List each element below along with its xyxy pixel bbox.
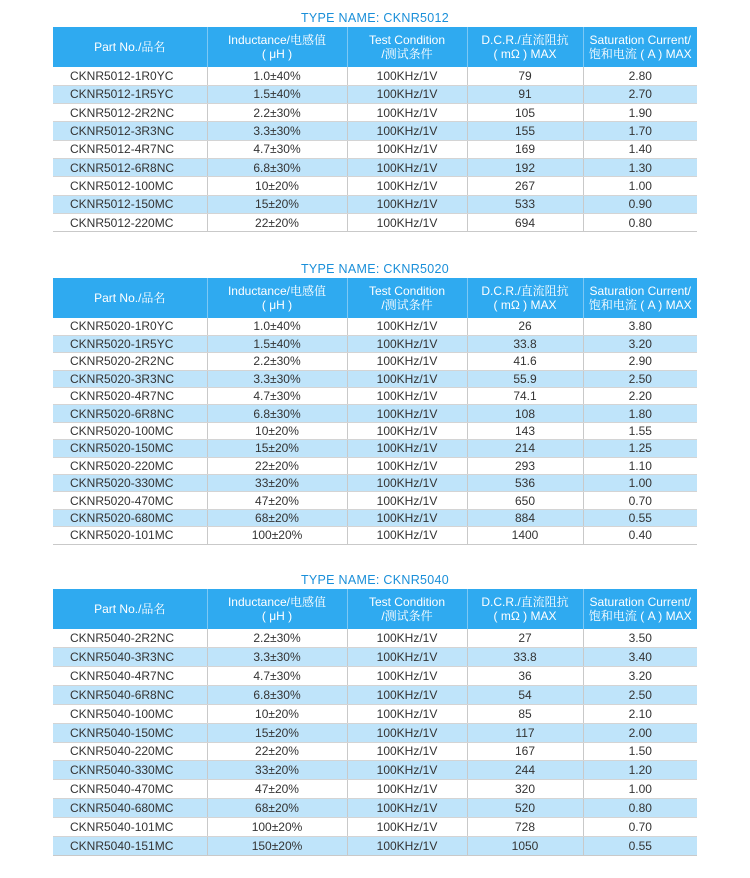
cell-dcr: 694 — [467, 213, 583, 231]
spec-section-cknr5040 — [53, 571, 697, 856]
cell-inductance: 6.8±30% — [207, 686, 347, 705]
cell-saturation-current: 0.70 — [583, 492, 697, 509]
cell-part-no: CKNR5020-6R8NC — [53, 405, 207, 422]
cell-part-no: CKNR5020-100MC — [53, 422, 207, 439]
cell-test-condition: 100KHz/1V — [347, 140, 467, 158]
cell-inductance: 100±20% — [207, 817, 347, 836]
cell-saturation-current: 2.10 — [583, 704, 697, 723]
cell-dcr: 214 — [467, 440, 583, 457]
table-row — [53, 527, 697, 544]
cell-test-condition: 100KHz/1V — [347, 475, 467, 492]
cell-test-condition: 100KHz/1V — [347, 122, 467, 140]
cell-dcr: 267 — [467, 177, 583, 195]
cell-test-condition: 100KHz/1V — [347, 799, 467, 818]
cell-test-condition: 100KHz/1V — [347, 440, 467, 457]
cell-saturation-current: 3.40 — [583, 648, 697, 667]
cell-saturation-current: 2.70 — [583, 85, 697, 103]
table-row — [53, 836, 697, 855]
cell-part-no: CKNR5012-3R3NC — [53, 122, 207, 140]
table-row — [53, 817, 697, 836]
cell-saturation-current: 1.00 — [583, 780, 697, 799]
table-row — [53, 140, 697, 158]
cell-test-condition: 100KHz/1V — [347, 457, 467, 474]
header-part-no: Part No./品名 — [53, 278, 207, 318]
cell-inductance: 68±20% — [207, 799, 347, 818]
header-inductance: Inductance/电感值 ( μH ) — [207, 589, 347, 629]
table-row — [53, 67, 697, 85]
cell-part-no: CKNR5040-150MC — [53, 723, 207, 742]
table-row — [53, 85, 697, 103]
cell-inductance: 6.8±30% — [207, 158, 347, 176]
cell-test-condition: 100KHz/1V — [347, 335, 467, 352]
table-row — [53, 213, 697, 231]
cell-inductance: 3.3±30% — [207, 370, 347, 387]
cell-test-condition: 100KHz/1V — [347, 527, 467, 544]
cell-saturation-current: 0.55 — [583, 509, 697, 526]
header-test-condition: Test Condition /测试条件 — [347, 589, 467, 629]
cell-dcr: 536 — [467, 475, 583, 492]
cell-dcr: 169 — [467, 140, 583, 158]
table-header-row — [53, 278, 697, 318]
table-row — [53, 761, 697, 780]
header-saturation-current: Saturation Current/ 饱和电流 ( A ) MAX — [588, 595, 692, 623]
cell-test-condition: 100KHz/1V — [347, 667, 467, 686]
spec-table — [53, 27, 697, 232]
table-row — [53, 353, 697, 370]
cell-saturation-current: 1.70 — [583, 122, 697, 140]
cell-test-condition: 100KHz/1V — [347, 629, 467, 648]
cell-saturation-current: 1.90 — [583, 104, 697, 122]
cell-dcr: 36 — [467, 667, 583, 686]
cell-part-no: CKNR5020-220MC — [53, 457, 207, 474]
cell-test-condition: 100KHz/1V — [347, 353, 467, 370]
cell-part-no: CKNR5020-680MC — [53, 509, 207, 526]
cell-saturation-current: 1.30 — [583, 158, 697, 176]
cell-inductance: 3.3±30% — [207, 122, 347, 140]
header-dcr: D.C.R./直流阻抗 ( mΩ ) MAX — [467, 589, 583, 629]
cell-saturation-current: 3.50 — [583, 629, 697, 648]
cell-part-no: CKNR5020-330MC — [53, 475, 207, 492]
cell-saturation-current: 1.10 — [583, 457, 697, 474]
cell-inductance: 10±20% — [207, 177, 347, 195]
cell-inductance: 3.3±30% — [207, 648, 347, 667]
cell-part-no: CKNR5020-1R5YC — [53, 335, 207, 352]
cell-dcr: 650 — [467, 492, 583, 509]
table-body — [53, 318, 697, 544]
cell-dcr: 728 — [467, 817, 583, 836]
cell-saturation-current: 3.80 — [583, 318, 697, 335]
cell-dcr: 85 — [467, 704, 583, 723]
spec-table — [53, 589, 697, 856]
spec-section-cknr5012 — [53, 9, 697, 232]
table-row — [53, 158, 697, 176]
header-inductance: Inductance/电感值 ( μH ) — [207, 27, 347, 67]
cell-dcr: 192 — [467, 158, 583, 176]
cell-test-condition: 100KHz/1V — [347, 817, 467, 836]
cell-part-no: CKNR5040-100MC — [53, 704, 207, 723]
cell-saturation-current: 1.55 — [583, 422, 697, 439]
cell-part-no: CKNR5040-151MC — [53, 836, 207, 855]
cell-test-condition: 100KHz/1V — [347, 158, 467, 176]
cell-part-no: CKNR5012-4R7NC — [53, 140, 207, 158]
table-body — [53, 629, 697, 855]
cell-dcr: 117 — [467, 723, 583, 742]
table-row — [53, 629, 697, 648]
cell-part-no: CKNR5012-6R8NC — [53, 158, 207, 176]
table-row — [53, 335, 697, 352]
cell-test-condition: 100KHz/1V — [347, 85, 467, 103]
header-saturation-current: Saturation Current/ 饱和电流 ( A ) MAX — [588, 33, 692, 61]
cell-dcr: 1050 — [467, 836, 583, 855]
cell-part-no: CKNR5012-1R5YC — [53, 85, 207, 103]
cell-inductance: 33±20% — [207, 475, 347, 492]
cell-saturation-current: 1.40 — [583, 140, 697, 158]
cell-part-no: CKNR5020-4R7NC — [53, 388, 207, 405]
cell-saturation-current: 1.20 — [583, 761, 697, 780]
cell-inductance: 10±20% — [207, 422, 347, 439]
cell-dcr: 143 — [467, 422, 583, 439]
table-row — [53, 177, 697, 195]
cell-saturation-current: 3.20 — [583, 667, 697, 686]
cell-saturation-current: 2.80 — [583, 67, 697, 85]
table-row — [53, 405, 697, 422]
cell-dcr: 26 — [467, 318, 583, 335]
cell-dcr: 884 — [467, 509, 583, 526]
cell-test-condition: 100KHz/1V — [347, 177, 467, 195]
cell-part-no: CKNR5040-470MC — [53, 780, 207, 799]
cell-dcr: 320 — [467, 780, 583, 799]
cell-saturation-current: 0.55 — [583, 836, 697, 855]
cell-inductance: 68±20% — [207, 509, 347, 526]
cell-inductance: 1.0±40% — [207, 318, 347, 335]
cell-inductance: 6.8±30% — [207, 405, 347, 422]
cell-part-no: CKNR5040-4R7NC — [53, 667, 207, 686]
cell-dcr: 54 — [467, 686, 583, 705]
cell-part-no: CKNR5040-3R3NC — [53, 648, 207, 667]
table-row — [53, 704, 697, 723]
cell-saturation-current: 1.50 — [583, 742, 697, 761]
cell-part-no: CKNR5040-101MC — [53, 817, 207, 836]
cell-saturation-current: 1.00 — [583, 475, 697, 492]
cell-part-no: CKNR5040-2R2NC — [53, 629, 207, 648]
table-row — [53, 723, 697, 742]
cell-inductance: 150±20% — [207, 836, 347, 855]
cell-dcr: 74.1 — [467, 388, 583, 405]
cell-dcr: 1400 — [467, 527, 583, 544]
cell-dcr: 79 — [467, 67, 583, 85]
cell-inductance: 47±20% — [207, 780, 347, 799]
cell-inductance: 4.7±30% — [207, 388, 347, 405]
cell-saturation-current: 2.00 — [583, 723, 697, 742]
cell-test-condition: 100KHz/1V — [347, 648, 467, 667]
cell-part-no: CKNR5012-1R0YC — [53, 67, 207, 85]
cell-inductance: 15±20% — [207, 195, 347, 213]
cell-part-no: CKNR5020-101MC — [53, 527, 207, 544]
cell-test-condition: 100KHz/1V — [347, 686, 467, 705]
cell-dcr: 244 — [467, 761, 583, 780]
cell-test-condition: 100KHz/1V — [347, 104, 467, 122]
table-row — [53, 318, 697, 335]
cell-dcr: 108 — [467, 405, 583, 422]
table-row — [53, 799, 697, 818]
table-row — [53, 195, 697, 213]
spec-section-cknr5020 — [53, 260, 697, 545]
cell-inductance: 4.7±30% — [207, 667, 347, 686]
table-row — [53, 457, 697, 474]
cell-inductance: 15±20% — [207, 723, 347, 742]
cell-test-condition: 100KHz/1V — [347, 405, 467, 422]
cell-test-condition: 100KHz/1V — [347, 195, 467, 213]
cell-test-condition: 100KHz/1V — [347, 318, 467, 335]
cell-test-condition: 100KHz/1V — [347, 370, 467, 387]
cell-part-no: CKNR5020-3R3NC — [53, 370, 207, 387]
cell-saturation-current: 2.50 — [583, 686, 697, 705]
cell-part-no: CKNR5012-220MC — [53, 213, 207, 231]
cell-saturation-current: 0.90 — [583, 195, 697, 213]
cell-inductance: 15±20% — [207, 440, 347, 457]
table-header-row — [53, 27, 697, 67]
table-row — [53, 388, 697, 405]
cell-inductance: 33±20% — [207, 761, 347, 780]
cell-part-no: CKNR5012-2R2NC — [53, 104, 207, 122]
cell-saturation-current: 2.90 — [583, 353, 697, 370]
cell-saturation-current: 1.00 — [583, 177, 697, 195]
header-test-condition: Test Condition /测试条件 — [347, 278, 467, 318]
cell-dcr: 167 — [467, 742, 583, 761]
cell-test-condition: 100KHz/1V — [347, 492, 467, 509]
cell-part-no: CKNR5012-100MC — [53, 177, 207, 195]
cell-dcr: 91 — [467, 85, 583, 103]
header-test-condition: Test Condition /测试条件 — [347, 27, 467, 67]
table-row — [53, 742, 697, 761]
cell-dcr: 33.8 — [467, 648, 583, 667]
table-row — [53, 780, 697, 799]
cell-test-condition: 100KHz/1V — [347, 67, 467, 85]
header-part-no: Part No./品名 — [53, 589, 207, 629]
cell-part-no: CKNR5020-150MC — [53, 440, 207, 457]
cell-inductance: 1.5±40% — [207, 335, 347, 352]
table-row — [53, 104, 697, 122]
table-row — [53, 122, 697, 140]
header-inductance: Inductance/电感值 ( μH ) — [207, 278, 347, 318]
cell-saturation-current: 1.80 — [583, 405, 697, 422]
table-row — [53, 440, 697, 457]
cell-inductance: 2.2±30% — [207, 353, 347, 370]
section-title: TYPE NAME: CKNR5020 — [300, 262, 450, 276]
header-part-no: Part No./品名 — [53, 27, 207, 67]
table-row — [53, 509, 697, 526]
cell-test-condition: 100KHz/1V — [347, 509, 467, 526]
cell-saturation-current: 0.80 — [583, 213, 697, 231]
cell-dcr: 105 — [467, 104, 583, 122]
cell-saturation-current: 0.40 — [583, 527, 697, 544]
table-row — [53, 667, 697, 686]
cell-dcr: 41.6 — [467, 353, 583, 370]
table-row — [53, 370, 697, 387]
cell-part-no: CKNR5020-2R2NC — [53, 353, 207, 370]
cell-part-no: CKNR5020-470MC — [53, 492, 207, 509]
cell-dcr: 155 — [467, 122, 583, 140]
cell-test-condition: 100KHz/1V — [347, 761, 467, 780]
cell-inductance: 22±20% — [207, 213, 347, 231]
table-row — [53, 648, 697, 667]
table-row — [53, 475, 697, 492]
cell-test-condition: 100KHz/1V — [347, 704, 467, 723]
cell-test-condition: 100KHz/1V — [347, 836, 467, 855]
cell-part-no: CKNR5040-330MC — [53, 761, 207, 780]
header-dcr: D.C.R./直流阻抗 ( mΩ ) MAX — [467, 278, 583, 318]
cell-saturation-current: 2.50 — [583, 370, 697, 387]
cell-saturation-current: 2.20 — [583, 388, 697, 405]
cell-saturation-current: 3.20 — [583, 335, 697, 352]
cell-inductance: 1.0±40% — [207, 67, 347, 85]
header-saturation-current: Saturation Current/ 饱和电流 ( A ) MAX — [588, 284, 692, 312]
cell-dcr: 55.9 — [467, 370, 583, 387]
cell-inductance: 22±20% — [207, 742, 347, 761]
cell-dcr: 293 — [467, 457, 583, 474]
cell-part-no: CKNR5040-220MC — [53, 742, 207, 761]
cell-test-condition: 100KHz/1V — [347, 742, 467, 761]
cell-dcr: 27 — [467, 629, 583, 648]
spec-table — [53, 278, 697, 545]
header-dcr: D.C.R./直流阻抗 ( mΩ ) MAX — [467, 27, 583, 67]
cell-test-condition: 100KHz/1V — [347, 780, 467, 799]
table-body — [53, 67, 697, 232]
cell-inductance: 1.5±40% — [207, 85, 347, 103]
table-row — [53, 686, 697, 705]
cell-dcr: 33.8 — [467, 335, 583, 352]
cell-part-no: CKNR5040-6R8NC — [53, 686, 207, 705]
section-title: TYPE NAME: CKNR5040 — [300, 573, 450, 587]
cell-saturation-current: 0.70 — [583, 817, 697, 836]
cell-test-condition: 100KHz/1V — [347, 422, 467, 439]
cell-part-no: CKNR5012-150MC — [53, 195, 207, 213]
cell-inductance: 2.2±30% — [207, 104, 347, 122]
cell-inductance: 22±20% — [207, 457, 347, 474]
cell-dcr: 520 — [467, 799, 583, 818]
cell-dcr: 533 — [467, 195, 583, 213]
cell-inductance: 10±20% — [207, 704, 347, 723]
cell-saturation-current: 1.25 — [583, 440, 697, 457]
cell-saturation-current: 0.80 — [583, 799, 697, 818]
cell-inductance: 47±20% — [207, 492, 347, 509]
table-row — [53, 422, 697, 439]
table-header-row — [53, 589, 697, 629]
cell-inductance: 2.2±30% — [207, 629, 347, 648]
cell-test-condition: 100KHz/1V — [347, 213, 467, 231]
cell-test-condition: 100KHz/1V — [347, 388, 467, 405]
cell-inductance: 100±20% — [207, 527, 347, 544]
table-row — [53, 492, 697, 509]
cell-part-no: CKNR5040-680MC — [53, 799, 207, 818]
section-title: TYPE NAME: CKNR5012 — [300, 11, 450, 25]
cell-inductance: 4.7±30% — [207, 140, 347, 158]
cell-part-no: CKNR5020-1R0YC — [53, 318, 207, 335]
cell-test-condition: 100KHz/1V — [347, 723, 467, 742]
